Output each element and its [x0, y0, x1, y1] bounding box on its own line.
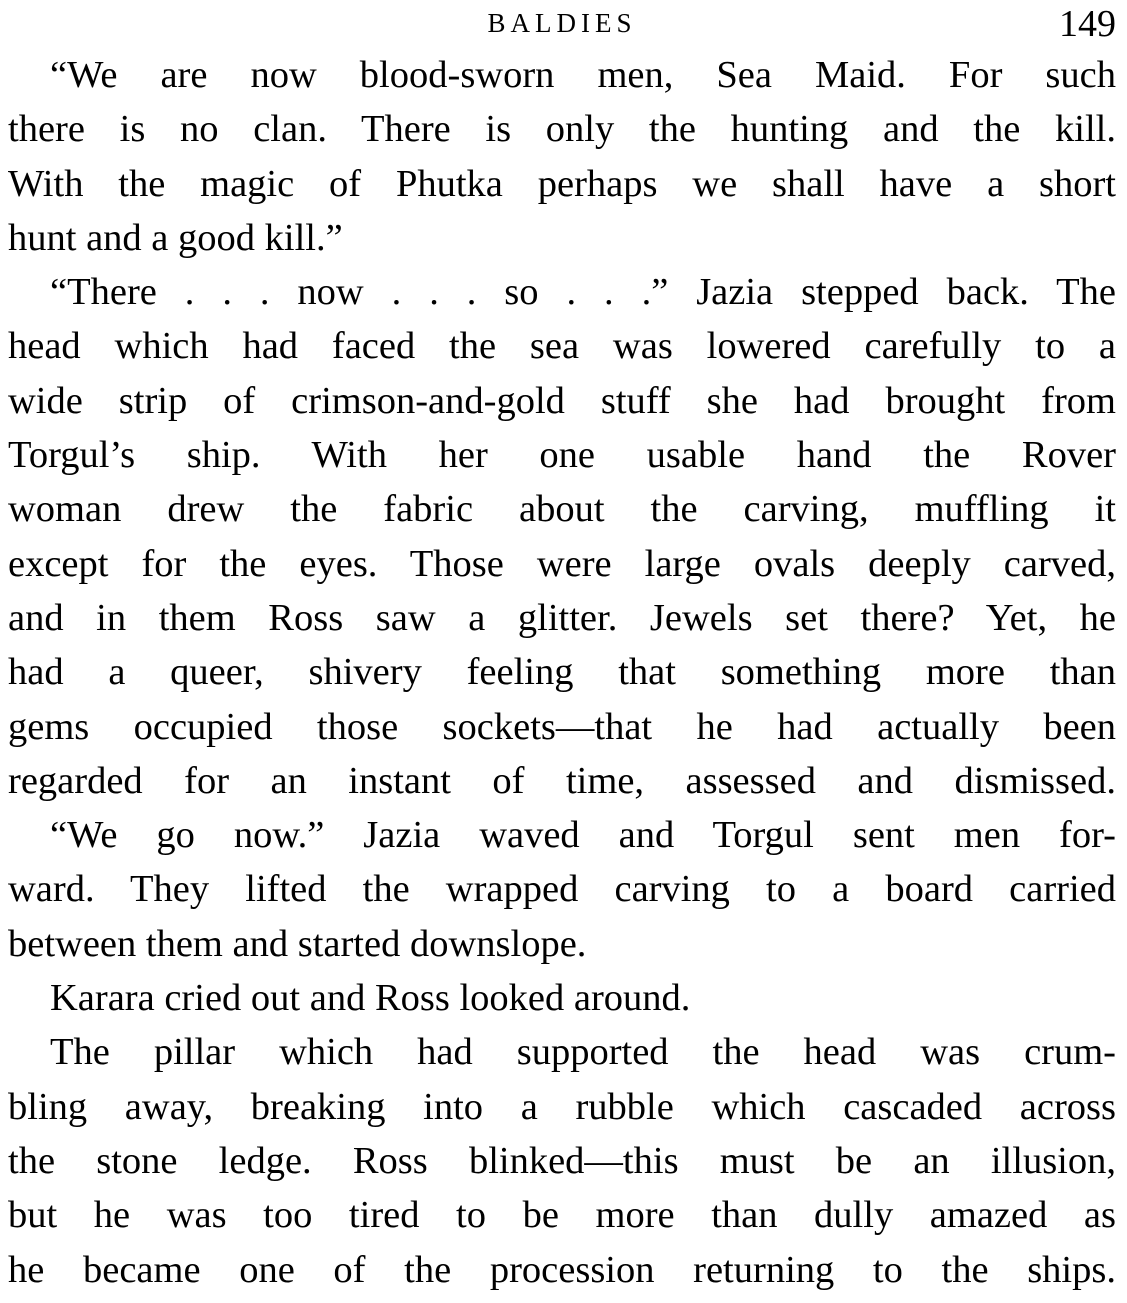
- text-line: Karara cried out and Ross looked around.: [50, 977, 691, 1020]
- text-line: but he was too tired to be more than dully amazed as: [8, 1194, 1116, 1237]
- text-line: hunt and a good kill.”: [8, 216, 343, 259]
- paragraph: [8, 971, 1116, 1025]
- text-line: and in them Ross saw a glitter. Jewels set there? Yet, he: [8, 596, 1116, 639]
- running-title: BALDIES: [487, 8, 637, 38]
- text-line: between them and started downslope.: [8, 922, 587, 965]
- paragraph: [8, 48, 1116, 265]
- text-line: head which had faced the sea was lowered carefully to a: [8, 325, 1116, 368]
- text-line: “We are now blood-sworn men, Sea Maid. For such: [50, 54, 1116, 96]
- text-line: he became one of the procession returning to the ships.: [8, 1248, 1116, 1291]
- text-line: the stone ledge. Ross blinked—this must be an illusion,: [8, 1139, 1116, 1182]
- text-line: ward. They lifted the wrapped carving to a board carried: [8, 868, 1116, 911]
- paragraph: [8, 808, 1116, 971]
- page-number: 149: [1059, 3, 1116, 45]
- book-page: [8, 0, 1116, 1297]
- text-line: bling away, breaking into a rubble which cascaded across: [8, 1085, 1116, 1128]
- text-line: wide strip of crimson-and-gold stuff she had brought from: [8, 379, 1116, 422]
- text-line: “There . . . now . . . so . . .” Jazia stepped back. The: [50, 271, 1116, 314]
- text-line: regarded for an instant of time, assessed and dismissed.: [8, 759, 1116, 802]
- text-line: there is no clan. There is only the hunting and the kill.: [8, 108, 1116, 151]
- text-line: gems occupied those sockets—that he had actually been: [8, 705, 1116, 748]
- text-line: Torgul’s ship. With her one usable hand the Rover: [8, 434, 1116, 477]
- text-line: woman drew the fabric about the carving, muffling it: [8, 488, 1116, 531]
- text-line: except for the eyes. Those were large ovals deeply carved,: [8, 542, 1116, 585]
- running-head: [8, 0, 1116, 48]
- text-line: “We go now.” Jazia waved and Torgul sent men for-: [50, 814, 1116, 857]
- text-line: The pillar which had supported the head was crum-: [50, 1031, 1116, 1074]
- paragraph: [8, 265, 1116, 808]
- text-line: With the magic of Phutka perhaps we shall have a short: [8, 162, 1116, 205]
- paragraph: [8, 1025, 1116, 1296]
- text-line: had a queer, shivery feeling that something more than: [8, 651, 1116, 694]
